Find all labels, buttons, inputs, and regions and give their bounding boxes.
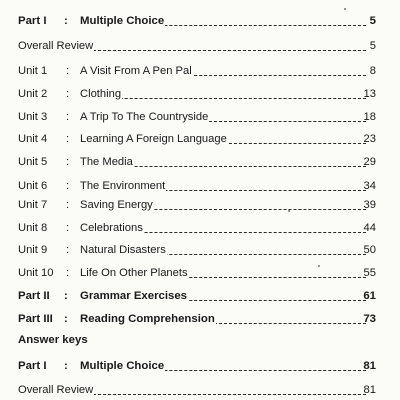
toc-title-text: Clothing xyxy=(80,88,122,100)
toc-row xyxy=(0,130,400,148)
toc-title xyxy=(80,108,366,126)
toc-title-text: Reading Comprehension xyxy=(80,313,215,325)
toc-row xyxy=(0,108,400,126)
toc-separator: : xyxy=(66,244,70,256)
toc-separator: : xyxy=(66,133,70,145)
toc-label: Part II xyxy=(18,290,50,302)
toc-label: Unit 8 xyxy=(18,222,48,234)
toc-label: Unit 10 xyxy=(18,267,54,279)
toc-page-number: 34 xyxy=(363,180,376,192)
toc-title xyxy=(18,381,366,399)
toc-title xyxy=(80,85,366,103)
toc-title-text: Saving Energy xyxy=(80,199,153,211)
toc-page-number: 13 xyxy=(363,88,376,100)
toc-row xyxy=(0,177,400,195)
toc-row xyxy=(0,381,400,399)
toc-page-number: 18 xyxy=(363,111,376,123)
toc-title-text: Overall Review xyxy=(18,40,94,52)
toc-title xyxy=(80,12,366,30)
toc-separator: : xyxy=(66,65,70,77)
toc-row xyxy=(0,196,400,214)
toc-title xyxy=(80,177,366,195)
toc-page-number: 5 xyxy=(369,15,376,27)
toc-label: Part I xyxy=(18,15,47,27)
paper-speck xyxy=(344,8,346,10)
toc-label: Unit 1 xyxy=(18,65,48,77)
toc-page-number: 39 xyxy=(363,199,376,211)
toc-label: Part III xyxy=(18,313,53,325)
toc-page-number: 44 xyxy=(363,222,376,234)
toc-row xyxy=(0,357,400,375)
toc-page-number: 23 xyxy=(363,133,376,145)
toc-separator: : xyxy=(66,111,70,123)
toc-title-text: Celebrations xyxy=(80,222,143,234)
toc-row xyxy=(0,62,400,80)
toc-page-number: 50 xyxy=(363,244,376,256)
toc-title xyxy=(80,264,366,282)
toc-row xyxy=(0,264,400,282)
toc-label: Unit 9 xyxy=(18,244,48,256)
toc-row xyxy=(0,12,400,30)
toc-label: Part I xyxy=(18,360,47,372)
toc-page-number: 29 xyxy=(363,156,376,168)
toc-title xyxy=(80,130,366,148)
toc-page-number: 81 xyxy=(363,360,376,372)
paper-speck xyxy=(288,210,290,212)
toc-page-number: 8 xyxy=(369,65,376,77)
toc-title-text: The Media xyxy=(80,156,133,168)
toc-row xyxy=(0,85,400,103)
toc-title xyxy=(80,196,366,214)
toc-row xyxy=(0,37,400,55)
toc-separator: : xyxy=(64,360,68,372)
toc-title xyxy=(80,241,366,259)
toc-row xyxy=(0,219,400,237)
toc-title xyxy=(80,357,366,375)
toc-page-number: 73 xyxy=(363,313,376,325)
toc-title-text: Life On Other Planets xyxy=(80,267,188,279)
toc-label: Unit 5 xyxy=(18,156,48,168)
toc-separator: : xyxy=(64,15,68,27)
toc-separator: : xyxy=(66,267,70,279)
toc-page-number: 5 xyxy=(369,40,376,52)
toc-row xyxy=(0,287,400,305)
toc-title xyxy=(80,219,366,237)
toc-title-text: A Trip To The Countryside xyxy=(80,111,209,123)
toc-label: Unit 4 xyxy=(18,133,48,145)
answer-keys-heading: Answer keys xyxy=(18,334,88,346)
toc-separator: : xyxy=(66,180,70,192)
toc-separator: : xyxy=(66,156,70,168)
toc-label: Unit 6 xyxy=(18,180,48,192)
toc-row xyxy=(0,153,400,171)
toc-page-number: 81 xyxy=(363,384,376,396)
toc-title xyxy=(18,37,366,55)
toc-row xyxy=(0,241,400,259)
toc-label: Unit 7 xyxy=(18,199,48,211)
toc-title-text: Multiple Choice xyxy=(80,15,165,27)
paper-speck xyxy=(318,265,320,267)
toc-separator: : xyxy=(64,313,68,325)
toc-label: Unit 2 xyxy=(18,88,48,100)
toc-title-text: Overall Review xyxy=(18,384,94,396)
toc-title-text: Grammar Exercises xyxy=(80,290,188,302)
toc-separator: : xyxy=(66,199,70,211)
toc-title-text: Natural Disasters xyxy=(80,244,166,256)
toc-title-text: Multiple Choice xyxy=(80,360,165,372)
toc-title xyxy=(80,310,366,328)
toc-title-text: The Environment xyxy=(80,180,166,192)
toc-title-text: A Visit From A Pen Pal xyxy=(80,65,192,77)
toc-separator: : xyxy=(66,88,70,100)
toc-page-number: 55 xyxy=(363,267,376,279)
toc-title-text: Learning A Foreign Language xyxy=(80,133,227,145)
toc-separator: : xyxy=(66,222,70,234)
toc-title xyxy=(80,287,366,305)
toc-title xyxy=(80,153,366,171)
toc-page-number: 61 xyxy=(363,290,376,302)
toc-title xyxy=(80,62,366,80)
toc-separator: : xyxy=(64,290,68,302)
toc-row xyxy=(0,310,400,328)
toc-label: Unit 3 xyxy=(18,111,48,123)
